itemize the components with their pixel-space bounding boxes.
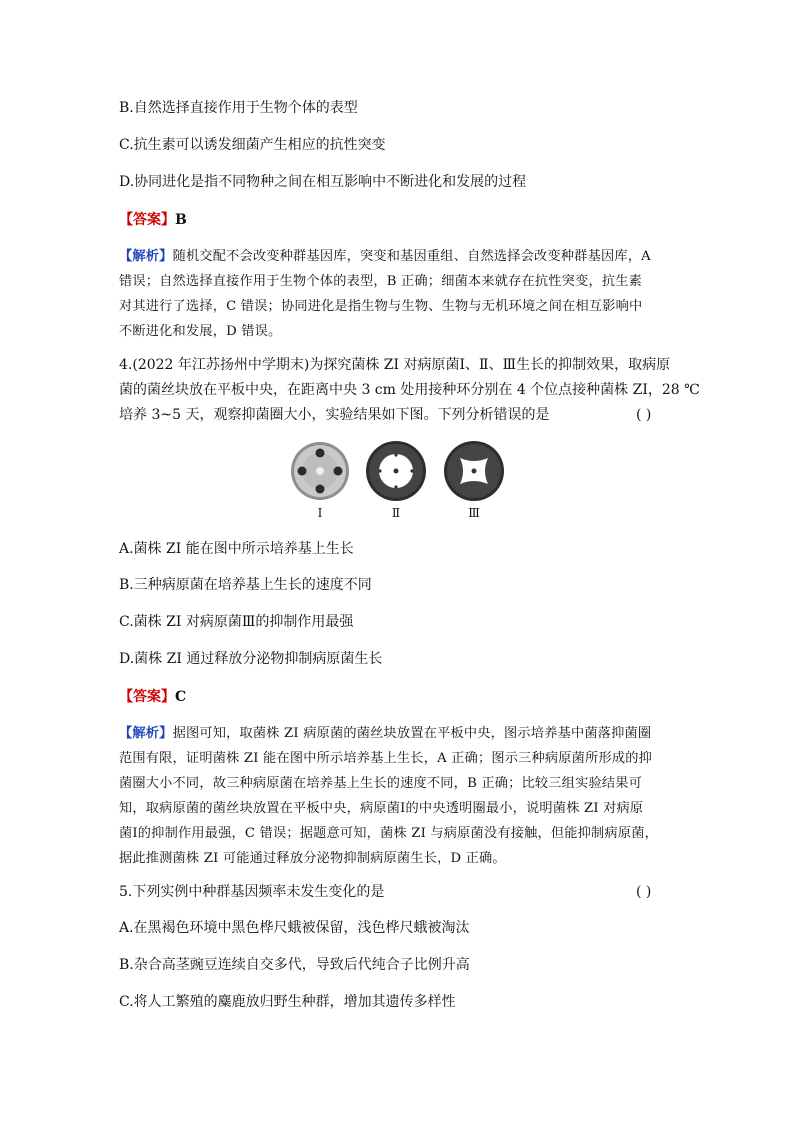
q5-answer-paren: ( ) [636, 884, 652, 900]
q5-stem: 5.下列实例中种群基因频率未发生变化的是 [119, 884, 385, 900]
analysis-tag: 【解析】 [119, 726, 173, 741]
q5-option-b: B.杂合高茎豌豆连续自交多代，导致后代纯合子比例升高 [119, 957, 470, 973]
q3-analysis-line-4: 不断进化和发展，D 错误。 [119, 324, 282, 339]
q4-option-b: B.三种病原菌在培养基上生长的速度不同 [119, 577, 372, 593]
q4-analysis-line-4: 知，取病原菌的菌丝块放置在平板中央，病原菌Ⅰ的中央透明圈最小，说明菌株 ZI 对病原 [119, 801, 644, 816]
q4-answer-paren: ( ) [636, 407, 652, 423]
q3-option-d: D.协同进化是指不同物种之间在相互影响中不断进化和发展的过程 [119, 174, 527, 190]
q3-option-b: B.自然选择直接作用于生物个体的表型 [119, 100, 358, 116]
q4-stem-line-3: 培养 3~5 天，观察抑菌圈大小，实验结果如下图。下列分析错误的是 [119, 407, 550, 423]
q4-analysis-line-2: 范围有限，证明菌株 ZI 能在图中所示培养基上生长，A 正确；图示三种病原菌所形成的抑 [119, 751, 653, 766]
q3-answer [119, 210, 187, 230]
petri-dish-2 [366, 441, 426, 501]
q4-stem-line-2: 菌的菌丝块放在平板中央，在距离中央 3 cm 处用接种环分别在 4 个位点接种菌株 ZI，28 ℃ [119, 382, 700, 398]
answer-value: C [175, 689, 187, 705]
q4-answer [119, 687, 186, 707]
answer-tag: 【答案】 [119, 689, 175, 705]
q5-option-c: C.将人工繁殖的麋鹿放归野生种群，增加其遗传多样性 [119, 994, 456, 1010]
q4-analysis-line-5: 菌Ⅰ的抑制作用最强，C 错误；据题意可知，菌株 ZI 与病原菌没有接触，但能抑制病原菌， [119, 826, 658, 841]
q4-analysis-line-1: 【解析】据图可知，取菌株 ZI 病原菌的菌丝块放置在平板中央，图示培养基中菌落抑菌圈 [119, 726, 652, 741]
q4-stem-line-1: 4.(2022 年江苏扬州中学期末)为探究菌株 ZI 对病原菌Ⅰ、Ⅱ、Ⅲ生长的抑制效果，取病原 [119, 357, 671, 373]
petri-dish-figure [288, 438, 508, 528]
q5-option-a: A.在黑褐色环境中黑色桦尺蛾被保留，浅色桦尺蛾被淘汰 [119, 920, 470, 936]
figure-label-3: Ⅲ [468, 506, 480, 520]
q4-analysis-line-3: 菌圈大小不同，故三种病原菌在培养基上生长的速度不同，B 正确；比较三组实验结果可 [119, 776, 643, 791]
q3-analysis-line-1: 【解析】随机交配不会改变种群基因库，突变和基因重组、自然选择会改变种群基因库，A [119, 249, 651, 264]
figure-label-1: Ⅰ [317, 506, 323, 520]
q4-option-a: A.菌株 ZI 能在图中所示培养基上生长 [119, 541, 354, 557]
q3-analysis-line-3: 对其进行了选择，C 错误；协同进化是指生物与生物、生物与无机环境之间在相互影响中 [119, 299, 643, 314]
petri-dish-1 [291, 442, 349, 500]
petri-dish-3 [444, 441, 504, 501]
petri-dishes-image [288, 438, 508, 508]
q3-analysis-line-2: 错误；自然选择直接作用于生物个体的表型，B 正确；细菌本来就存在抗性突变，抗生素 [119, 274, 643, 289]
figure-label-2: Ⅱ [391, 506, 401, 520]
q4-analysis-line-6: 据此推测菌株 ZI 可能通过释放分泌物抑制病原菌生长，D 正确。 [119, 851, 506, 866]
q3-option-c: C.抗生素可以诱发细菌产生相应的抗性突变 [119, 137, 386, 153]
answer-tag: 【答案】 [119, 212, 175, 228]
q4-option-c: C.菌株 ZI 对病原菌Ⅲ的抑制作用最强 [119, 614, 354, 630]
analysis-tag: 【解析】 [119, 249, 173, 264]
q4-option-d: D.菌株 ZI 通过释放分泌物抑制病原菌生长 [119, 651, 383, 667]
answer-value: B [175, 212, 187, 228]
